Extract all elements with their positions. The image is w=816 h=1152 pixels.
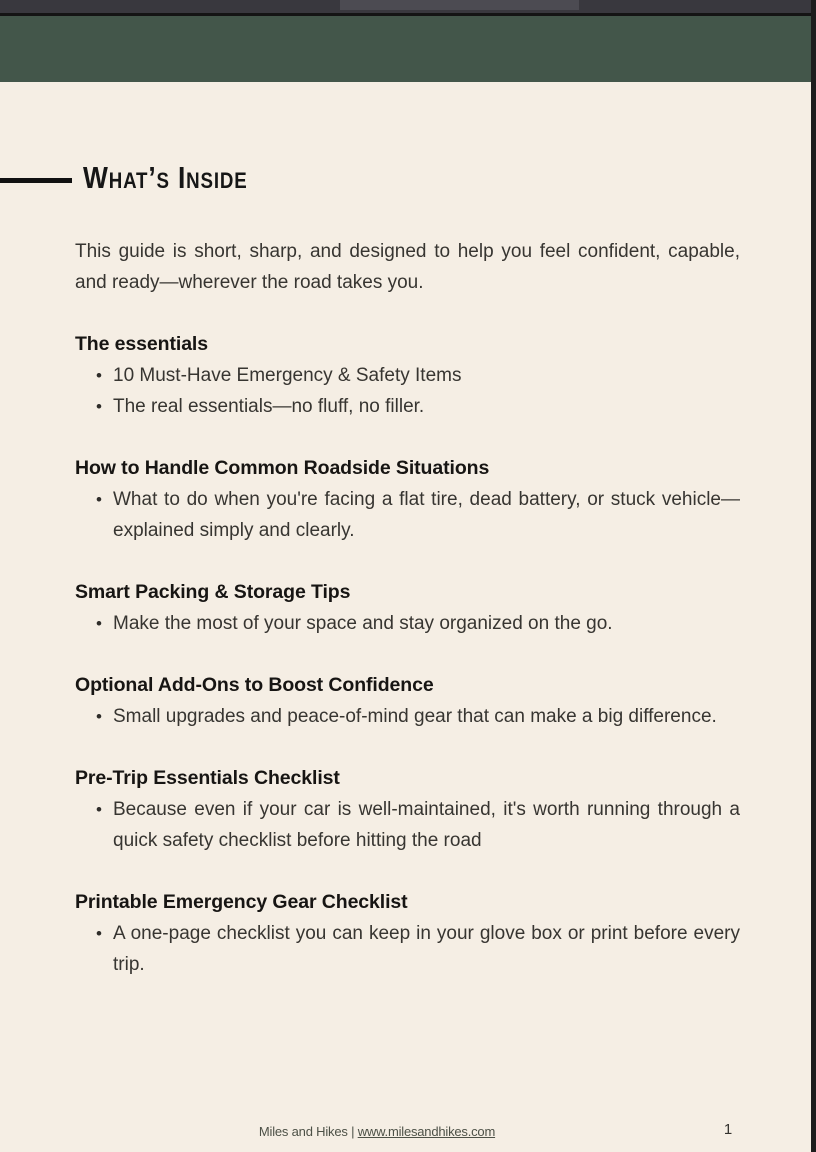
- window-edge: [811, 0, 816, 1152]
- footer-separator: |: [351, 1124, 355, 1139]
- document-body: [75, 236, 740, 980]
- bullet-list: [75, 701, 740, 732]
- bullet-list: [75, 794, 740, 856]
- footer-brand: Miles and Hikes: [258, 1124, 348, 1139]
- section-heading: Printable Emergency Gear Checklist: [75, 891, 408, 913]
- bullet-list: [75, 918, 740, 980]
- section-heading: The essentials: [75, 333, 208, 355]
- section-packing-tips: [75, 577, 740, 639]
- list-item: • 10 Must-Have Emergency & Safety Items: [113, 360, 740, 391]
- intro-paragraph: This guide is short, sharp, and designed to help you feel confident, capable, and ready—wherever the road takes you.: [75, 241, 740, 293]
- page-number: 1: [723, 1121, 733, 1138]
- list-item: • Because even if your car is well-maintained, it's worth running through a quick safety checklist before hitting the road: [113, 794, 740, 856]
- section-heading: Pre-Trip Essentials Checklist: [75, 767, 340, 789]
- section-heading: How to Handle Common Roadside Situations: [75, 457, 490, 479]
- bullet-list: [75, 608, 740, 639]
- window-tab[interactable]: [340, 0, 579, 10]
- section-optional-addons: [75, 670, 740, 732]
- bullet-list: [75, 484, 740, 546]
- title-accent-rule: [0, 178, 72, 183]
- bullet-list: [75, 360, 740, 422]
- page-footer: [75, 1123, 679, 1140]
- header-band: [0, 16, 816, 82]
- section-essentials: [75, 329, 740, 422]
- section-printable-checklist: [75, 887, 740, 980]
- list-item: • The real essentials—no fluff, no filler.: [113, 391, 740, 422]
- list-item: • Small upgrades and peace-of-mind gear that can make a big difference.: [113, 701, 740, 732]
- footer-link[interactable]: www.milesandhikes.com: [357, 1124, 496, 1139]
- list-item: • Make the most of your space and stay organized on the go.: [113, 608, 740, 639]
- section-pretrip-checklist: [75, 763, 740, 856]
- section-heading: Optional Add-Ons to Boost Confidence: [75, 674, 434, 696]
- list-item: • What to do when you're facing a flat tire, dead battery, or stuck vehicle—explained simply and clearly.: [113, 484, 740, 546]
- page-title: What’s Inside: [83, 160, 248, 195]
- section-heading: Smart Packing & Storage Tips: [75, 581, 351, 603]
- window-top-bar: [0, 0, 816, 13]
- section-roadside-situations: [75, 453, 740, 546]
- list-item: • A one-page checklist you can keep in your glove box or print before every trip.: [113, 918, 740, 980]
